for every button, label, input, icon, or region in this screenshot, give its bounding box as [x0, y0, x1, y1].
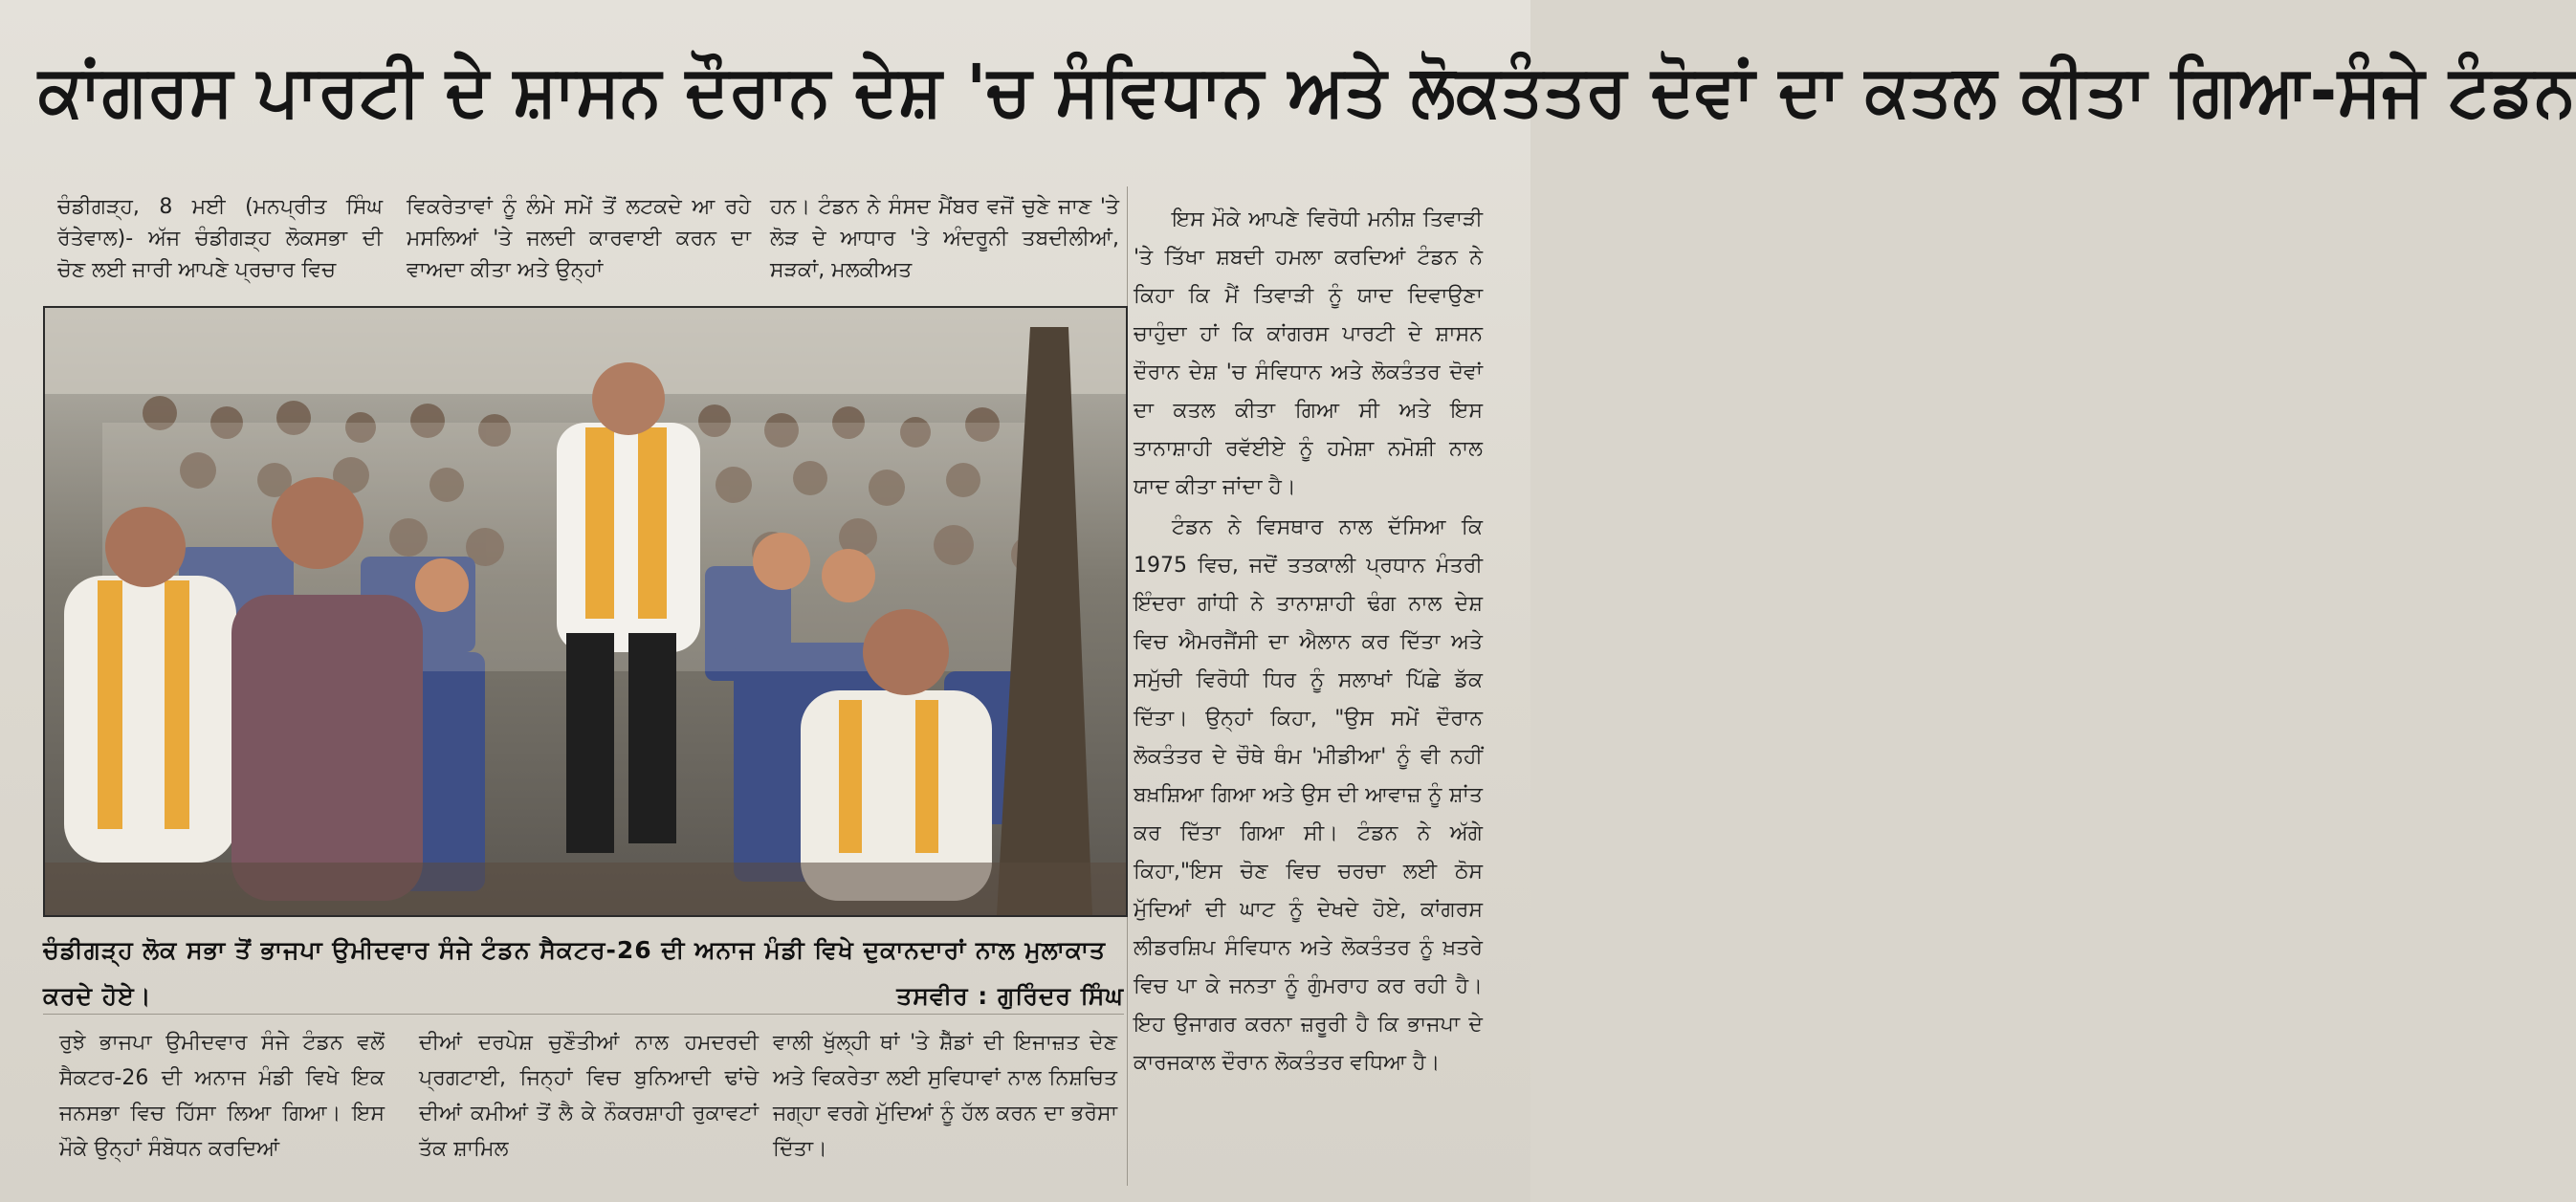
paragraph: ਹਨ। ਟੰਡਨ ਨੇ ਸੰਸਦ ਮੈਂਬਰ ਵਜੋਂ ਚੁਣੇ ਜਾਣ 'ਤੇ ਲੋੜ ਦੇ ਆਧਾਰ 'ਤੇ ਅੰਦਰੂਨੀ ਤਬਦੀਲੀਆਂ, ਸੜਕਾਂ, ਮਲਕੀਅਤ	[770, 195, 1119, 282]
paragraph: ਟੰਡਨ ਨੇ ਵਿਸਥਾਰ ਨਾਲ ਦੱਸਿਆ ਕਿ 1975 ਵਿਚ, ਜਦੋਂ ਤਤਕਾਲੀ ਪ੍ਰਧਾਨ ਮੰਤਰੀ ਇੰਦਰਾ ਗਾਂਧੀ ਨੇ ਤਾਨਾਸ਼ਾਹੀ ਢੰਗ ਨਾਲ ਦੇਸ਼ ਵਿਚ ਐਮਰਜੈਂਸੀ ਦਾ ਐਲਾਨ ਕਰ ਦਿੱਤਾ ਅਤੇ ਸਮੁੱਚੀ ਵਿਰੋਧੀ ਧਿਰ ਨੂੰ ਸਲਾਖਾਂ ਪਿੱਛੇ ਡੱਕ ਦਿੱਤਾ। ਉਨ੍ਹਾਂ ਕਿਹਾ, "ਉਸ ਸਮੇਂ ਦੌਰਾਨ ਲੋਕਤੰਤਰ ਦੇ ਚੌਥੇ ਥੰਮ 'ਮੀਡੀਆ' ਨੂੰ ਵੀ ਨਹੀਂ ਬਖ਼ਸ਼ਿਆ ਗਿਆ ਅਤੇ ਉਸ ਦੀ ਆਵਾਜ਼ ਨੂੰ ਸ਼ਾਂਤ ਕਰ ਦਿੱਤਾ ਗਿਆ ਸੀ। ਟੰਡਨ ਨੇ ਅੱਗੇ ਕਿਹਾ,"ਇਸ ਚੋਣ ਵਿਚ ਚਰਚਾ ਲਈ ਠੋਸ ਮੁੱਦਿਆਂ ਦੀ ਘਾਟ ਨੂੰ ਦੇਖਦੇ ਹੋਏ, ਕਾਂਗਰਸ ਲੀਡਰਸ਼ਿਪ ਸੰਵਿਧਾਨ ਅਤੇ ਲੋਕਤੰਤਰ ਨੂੰ ਖ਼ਤਰੇ ਵਿਚ ਪਾ ਕੇ ਜਨਤਾ ਨੂੰ ਗੁੰਮਰਾਹ ਕਰ ਰਹੀ ਹੈ। ਇਹ ਉਜਾਗਰ ਕਰਨਾ ਜ਼ਰੂਰੀ ਹੈ ਕਿ ਭਾਜਪਾ ਦੇ ਕਾਰਜਕਾਲ ਦੌਰਾਨ ਲੋਕਤੰਤਰ ਵਧਿਆ ਹੈ।	[1134, 515, 1483, 1075]
paragraph: ਵਿਕਰੇਤਾਵਾਂ ਨੂੰ ਲੰਮੇ ਸਮੇਂ ਤੋਂ ਲਟਕਦੇ ਆ ਰਹੇ ਮਸਲਿਆਂ 'ਤੇ ਜਲਦੀ ਕਾਰਵਾਈ ਕਰਨ ਦਾ ਵਾਅਦਾ ਕੀਤਾ ਅਤੇ ਉਨ੍ਹਾਂ	[407, 195, 751, 282]
article-bottom-column-3	[773, 1025, 1117, 1167]
paragraph: ਵਾਲੀ ਖੁੱਲ੍ਹੀ ਥਾਂ 'ਤੇ ਸ਼ੈੱਡਾਂ ਦੀ ਇਜਾਜ਼ਤ ਦੇਣ ਅਤੇ ਵਿਕਰੇਤਾ ਲਈ ਸੁਵਿਧਾਵਾਂ ਨਾਲ ਨਿਸ਼ਚਿਤ ਜਗ੍ਹਾ ਵਰਗੇ ਮੁੱਦਿਆਂ ਨੂੰ ਹੱਲ ਕਰਨ ਦਾ ਭਰੋਸਾ ਦਿੱਤਾ।	[773, 1031, 1117, 1161]
article-bottom-column-1	[59, 1025, 385, 1167]
photo-credit: ਤਸਵੀਰ : ਗੁਰਿੰਦਰ ਸਿੰਘ	[896, 982, 1124, 1010]
article-top-column-1	[57, 191, 383, 286]
news-photo	[43, 306, 1128, 917]
paragraph: ਰੁਝੇ ਭਾਜਪਾ ਉਮੀਦਵਾਰ ਸੰਜੇ ਟੰਡਨ ਵਲੋਂ ਸੈਕਟਰ-26 ਦੀ ਅਨਾਜ ਮੰਡੀ ਵਿਖੇ ਇਕ ਜਨਸਭਾ ਵਿਚ ਹਿੱਸਾ ਲਿਆ ਗਿਆ। ਇਸ ਮੌਕੇ ਉਨ੍ਹਾਂ ਸੰਬੋਧਨ ਕਰਦਿਆਂ	[59, 1031, 385, 1161]
article-top-column-3	[770, 191, 1119, 286]
paragraph: ਦੀਆਂ ਦਰਪੇਸ਼ ਚੁਣੌਤੀਆਂ ਨਾਲ ਹਮਦਰਦੀ ਪ੍ਰਗਟਾਈ, ਜਿਨ੍ਹਾਂ ਵਿਚ ਬੁਨਿਆਦੀ ਢਾਂਚੇ ਦੀਆਂ ਕਮੀਆਂ ਤੋਂ ਲੈ ਕੇ ਨੌਕਰਸ਼ਾਹੀ ਰੁਕਾਵਟਾਂ ਤੱਕ ਸ਼ਾਮਿਲ	[419, 1031, 759, 1161]
paragraph: ਇਸ ਮੌਕੇ ਆਪਣੇ ਵਿਰੋਧੀ ਮਨੀਸ਼ ਤਿਵਾੜੀ 'ਤੇ ਤਿੱਖਾ ਸ਼ਬਦੀ ਹਮਲਾ ਕਰਦਿਆਂ ਟੰਡਨ ਨੇ ਕਿਹਾ ਕਿ ਮੈਂ ਤਿਵਾੜੀ ਨੂੰ ਯਾਦ ਦਿਵਾਉਣਾ ਚਾਹੁੰਦਾ ਹਾਂ ਕਿ ਕਾਂਗਰਸ ਪਾਰਟੀ ਦੇ ਸ਼ਾਸਨ ਦੌਰਾਨ ਦੇਸ਼ 'ਚ ਸੰਵਿਧਾਨ ਅਤੇ ਲੋਕਤੰਤਰ ਦੋਵਾਂ ਦਾ ਕਤਲ ਕੀਤਾ ਗਿਆ ਸੀ ਅਤੇ ਇਸ ਤਾਨਾਸ਼ਾਹੀ ਰਵੱਈਏ ਨੂੰ ਹਮੇਸ਼ਾ ਨਮੋਸ਼ੀ ਨਾਲ ਯਾਦ ਕੀਤਾ ਜਾਂਦਾ ਹੈ।	[1134, 208, 1483, 499]
article-right-column	[1134, 201, 1483, 1084]
photo-caption	[43, 928, 1124, 1019]
caption-text: ਚੰਡੀਗੜ੍ਹ ਲੋਕ ਸਭਾ ਤੋਂ ਭਾਜਪਾ ਉਮੀਦਵਾਰ ਸੰਜੇ ਟੰਡਨ ਸੈਕਟਰ-26 ਦੀ ਅਨਾਜ ਮੰਡੀ ਵਿਖੇ ਦੁਕਾਨਦਾਰਾਂ ਨਾਲ ਮੁਲਾਕਾਤ ਕਰਦੇ ਹੋਏ।	[43, 936, 1107, 1010]
headline: ਕਾਂਗਰਸ ਪਾਰਟੀ ਦੇ ਸ਼ਾਸਨ ਦੌਰਾਨ ਦੇਸ਼ 'ਚ ਸੰਵਿਧਾਨ ਅਤੇ ਲੋਕਤੰਤਰ ਦੋਵਾਂ ਦਾ ਕਤਲ ਕੀਤਾ ਗਿਆ-ਸੰਜੇ ਟੰਡਨ	[38, 50, 2576, 132]
article-top-column-2	[407, 191, 751, 286]
paragraph: ਚੰਡੀਗੜ੍ਹ, 8 ਮਈ (ਮਨਪ੍ਰੀਤ ਸਿੰਘ ਰੱਤੇਵਾਲ)- ਅੱਜ ਚੰਡੀਗੜ੍ਹ ਲੋਕਸਭਾ ਦੀ ਚੋਣ ਲਈ ਜਾਰੀ ਆਪਣੇ ਪ੍ਰਚਾਰ ਵਿਚ	[57, 195, 383, 282]
article-bottom-column-2	[419, 1025, 759, 1167]
